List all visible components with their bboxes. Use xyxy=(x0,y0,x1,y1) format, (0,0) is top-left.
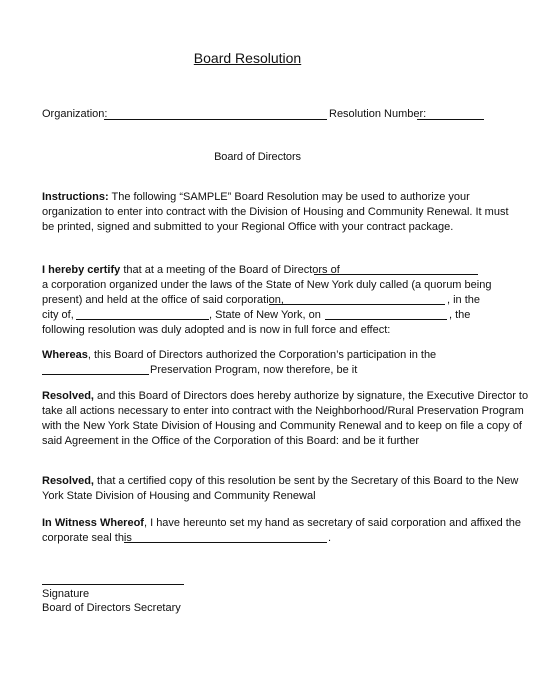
resolution-number-label: Resolution Number: xyxy=(329,108,427,120)
witness-text-1: , I have hereunto set my hand as secretary of said corporation and affixed the xyxy=(143,517,522,529)
certify-line-1 xyxy=(42,263,340,278)
seal-date-field[interactable] xyxy=(124,542,327,543)
board-organization-field[interactable] xyxy=(314,274,478,275)
certify-line-2: a corporation organized under the laws of the State of New York duly called (a quorum being xyxy=(42,279,492,291)
witness-line-2-end: . xyxy=(328,532,332,544)
resolved-1-line-1 xyxy=(42,389,528,404)
certify-line-4-end: , the xyxy=(449,309,471,321)
instructions-line-2: organization to enter into contract with the Division of Housing and Community Renewal. It must xyxy=(42,206,509,218)
document-subtitle: Board of Directors xyxy=(214,151,301,163)
office-location-field[interactable] xyxy=(269,304,445,305)
instructions-line-1 xyxy=(42,190,470,205)
resolution-number-field[interactable] xyxy=(417,119,484,120)
certify-line-5: following resolution was duly adopted and is now in full force and effect: xyxy=(42,324,391,336)
certify-state-label: , State of New York, on xyxy=(209,309,321,321)
certify-line-3: present) and held at the office of said corporation, xyxy=(42,294,284,306)
resolved-2-text-1: that a certified copy of this resolution be sent by the Secretary of this Board to the New xyxy=(93,475,519,487)
certify-lead: I hereby certify xyxy=(42,264,121,276)
whereas-text-1: , this Board of Directors authorized the Corporation’s participation in the xyxy=(87,349,437,361)
resolved-2-line-2: York State Division of Housing and Community Renewal xyxy=(42,490,316,502)
instructions-text-1: The following “SAMPLE” Board Resolution may be used to authorize your xyxy=(108,191,470,203)
meeting-date-field[interactable] xyxy=(325,319,447,320)
witness-line-1 xyxy=(42,516,521,531)
instructions-lead: Instructions: xyxy=(42,191,109,203)
witness-lead: In Witness Whereof xyxy=(42,517,144,529)
resolved-2-line-1 xyxy=(42,474,518,489)
witness-line-2: corporate seal this xyxy=(42,532,132,544)
signature-label: Signature xyxy=(42,588,90,600)
certify-line-3-end: , in the xyxy=(447,294,481,306)
signature-field[interactable] xyxy=(42,584,184,585)
organization-field[interactable] xyxy=(104,119,327,120)
resolved-2-lead: Resolved, xyxy=(42,475,94,487)
organization-label: Organization: xyxy=(42,108,108,120)
instructions-line-3: be printed, signed and submitted to your Regional Office with your contract package. xyxy=(42,221,454,233)
resolved-1-lead: Resolved, xyxy=(42,390,94,402)
resolved-1-line-4: said Agreement in the Office of the Corporation of this Board: and be it further xyxy=(42,435,420,447)
certify-text-1: that at a meeting of the Board of Directors of xyxy=(120,264,340,276)
resolved-1-text-1: and this Board of Directors does hereby authorize by signature, the Executive Director to xyxy=(93,390,529,402)
city-field[interactable] xyxy=(76,319,209,320)
document-title: Board Resolution xyxy=(193,50,302,66)
whereas-line-1 xyxy=(42,348,436,363)
certify-city-label: city of, xyxy=(42,309,74,321)
signature-role: Board of Directors Secretary xyxy=(42,602,181,614)
whereas-line-2: Preservation Program, now therefore, be it xyxy=(150,364,358,376)
resolved-1-line-3: with the New York State Division of Housing and Community Renewal and to keep on file a copy of xyxy=(42,420,522,432)
program-name-field[interactable] xyxy=(42,374,149,375)
whereas-lead: Whereas xyxy=(42,349,88,361)
resolved-1-line-2: take all actions necessary to enter into contract with the Neighborhood/Rural Preservation Program xyxy=(42,405,524,417)
